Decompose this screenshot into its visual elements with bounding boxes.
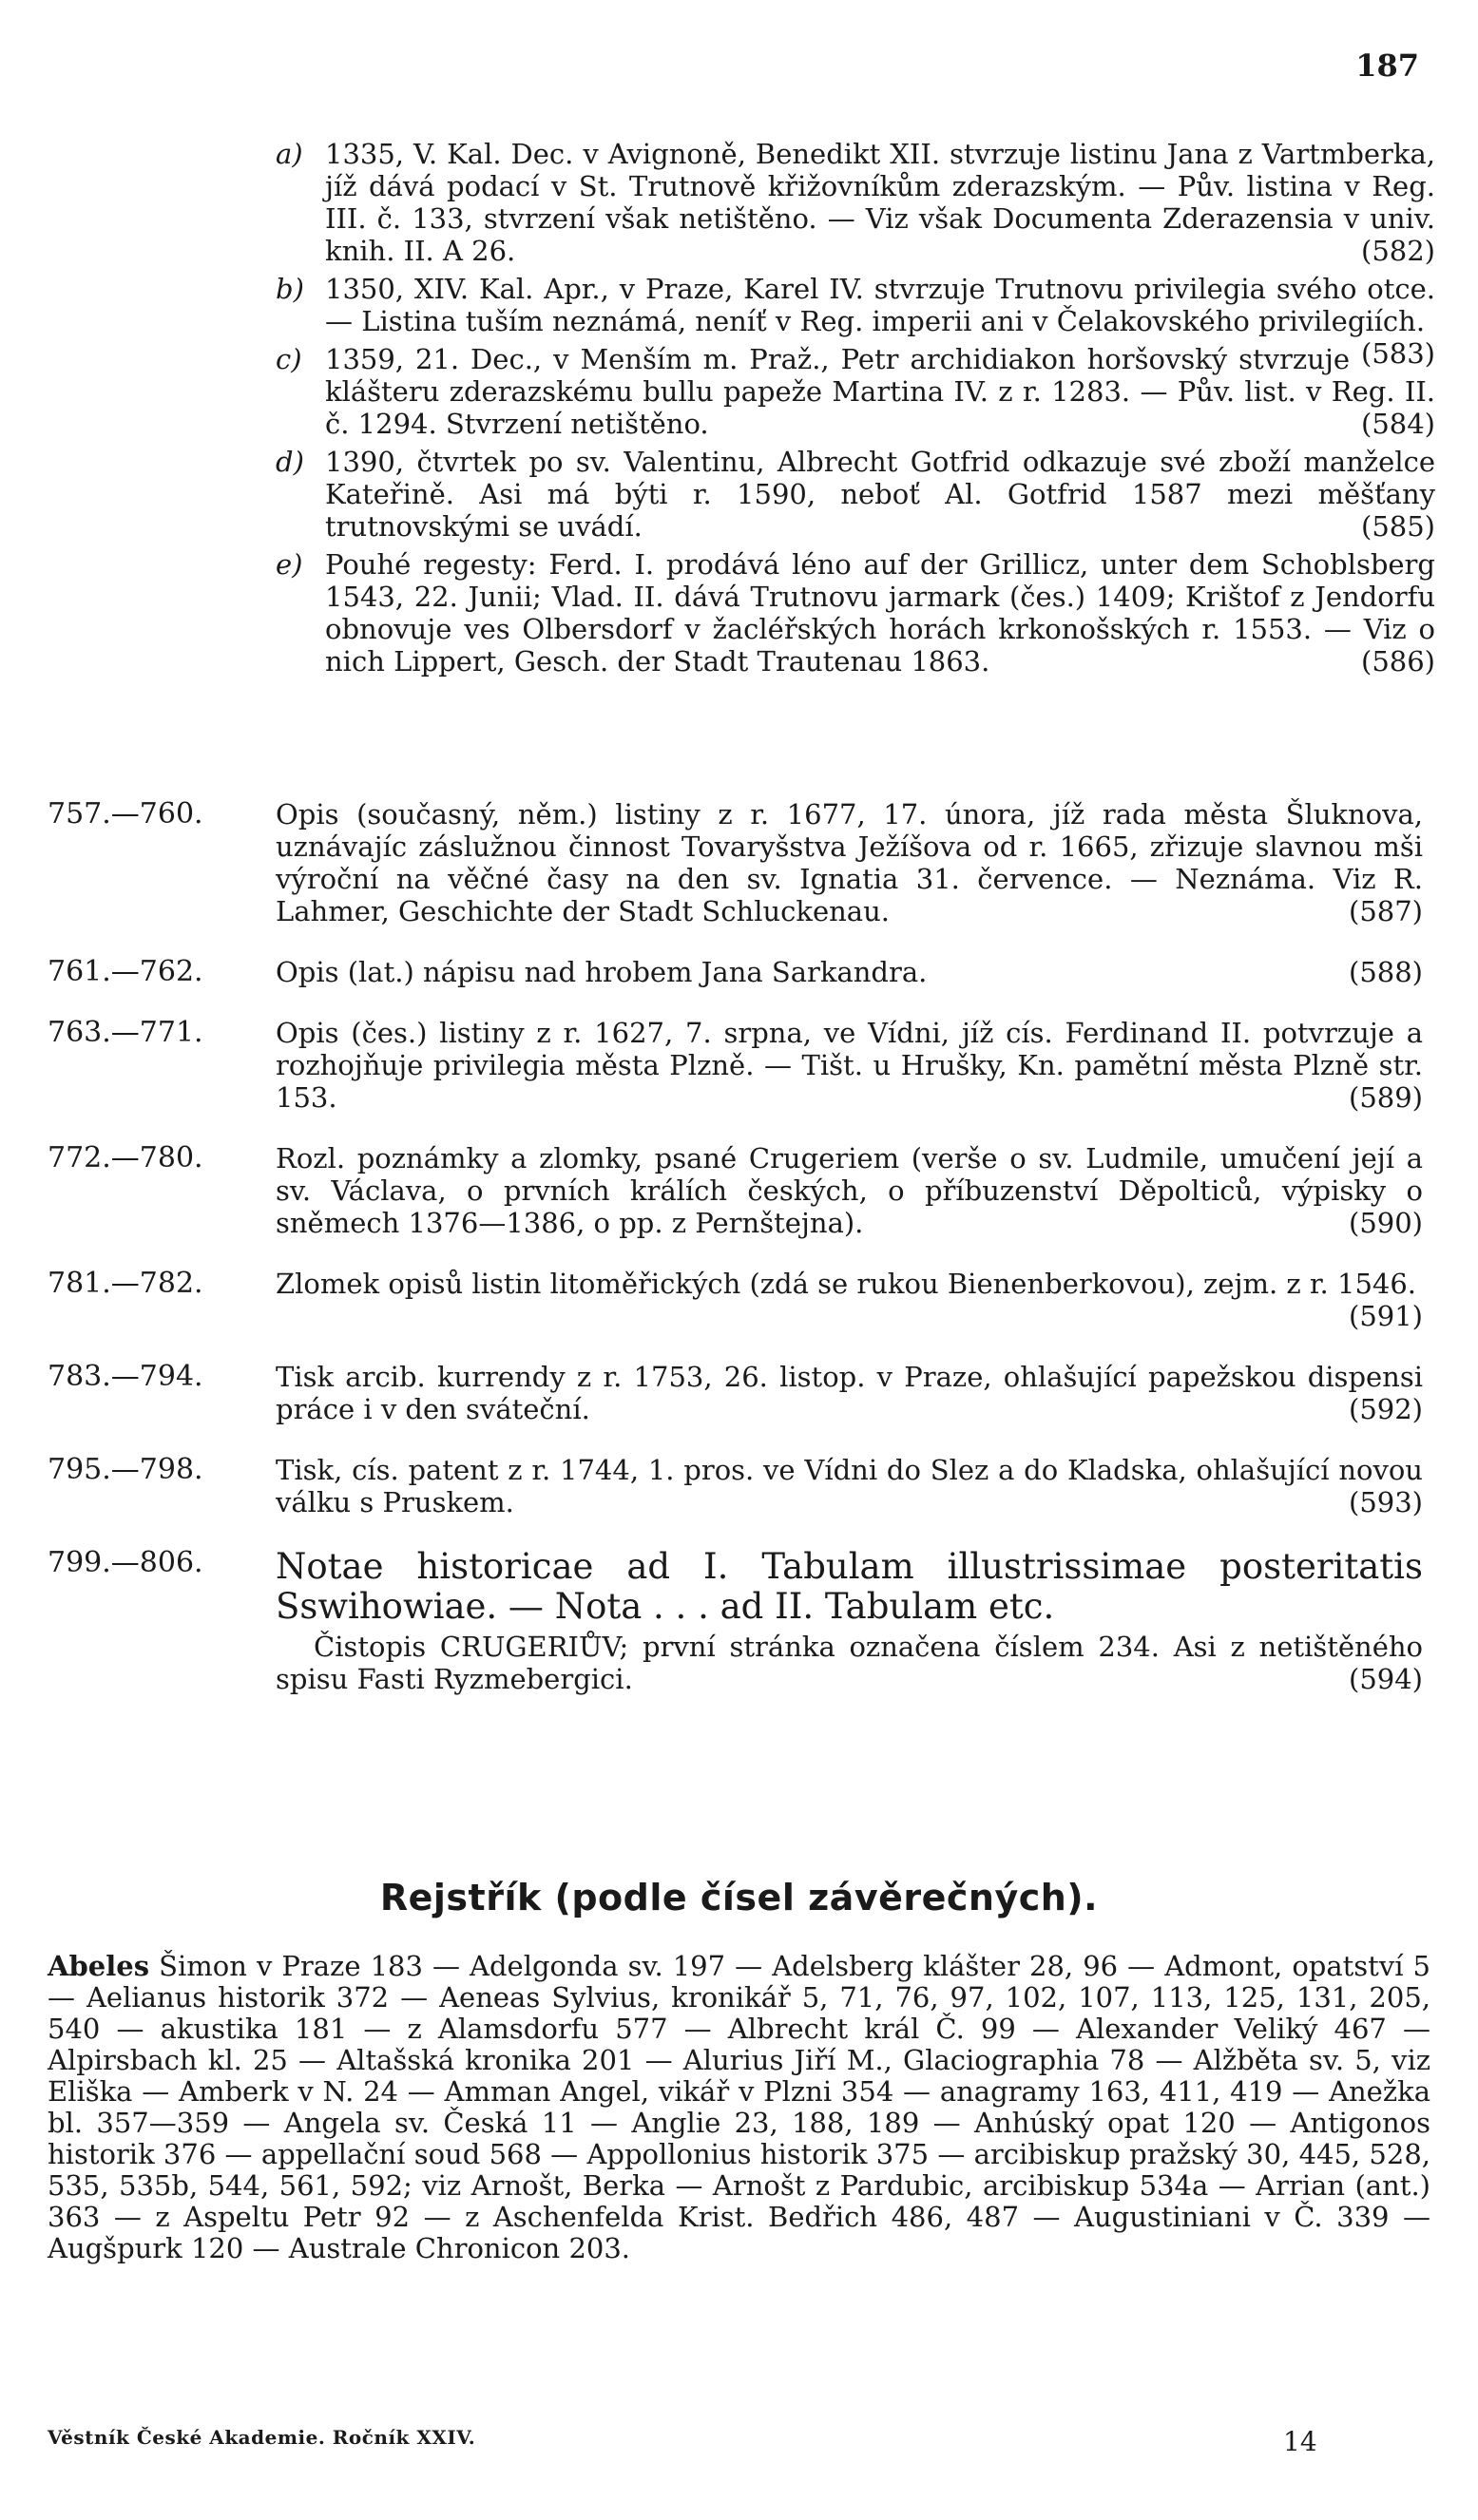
sub-entry-label: a) [276,138,303,170]
sub-entry [266,273,1435,370]
index-heading: Rejstřík (podle čísel závěrečných). [379,1877,1099,1919]
entry-body: Opis (čes.) listiny z r. 1627, 7. srpna, ve Vídni, jíž cís. Ferdinand II. potvrzuje a rozhojňuje privilegia města Plzně. — Tišt. u Hrušky, Kn. pamětní města Plzně str. 153. [276,1017,1423,1114]
entry-text [276,1268,1440,1332]
sub-entry [266,138,1435,267]
sub-entry [266,548,1435,678]
entry-range: 781.—782. [48,1267,203,1300]
entry-ref: (594) [1349,1663,1423,1695]
entry-body: Zlomek opisů listin litoměřických (zdá se rukou Bienenberkovou), zejm. z r. 1546. [276,1268,1417,1300]
entry-body: Notae historicae ad I. Tabulam illustrissimae posteritatis Sswihowiae. — Nota . . . ad II. Tabulam etc. [276,1546,1423,1627]
entry-range: 795.—798. [48,1453,203,1486]
sub-entry-ref: (585) [1361,510,1435,543]
sub-entry-label: b) [276,273,304,305]
catalog-entry [48,1268,1440,1332]
footer-journal: Věstník České Akademie. Ročník XXIV. [48,2426,476,2449]
entry-range: 772.—780. [48,1141,203,1174]
entry-list [48,798,1440,1724]
sub-entry-ref: (586) [1361,645,1435,678]
catalog-entry [48,1547,1440,1695]
entry-ref: (589) [1349,1081,1423,1114]
entry-text [276,798,1440,927]
entry-text [276,1017,1440,1114]
catalog-entry [48,1142,1440,1239]
entry-body: Opis (lat.) nápisu nad hrobem Jana Sarkandra. [276,956,928,988]
sub-entry-text: Pouhé regesty: Ferd. I. prodává léno auf der Grillicz, unter dem Schoblsberg 1543, 22. Junii; Vlad. II. dává Trutnovu jarmark (čes.) 1409; Krištof z Jendorfu obnovuje ves Olbersdorf v žacléřských horách krkonošských r. 1553. — Viz o nich Lippert, Gesch. der Stadt Trautenau 1863. [325,548,1435,678]
entry-ref: (588) [1349,956,1423,988]
sub-entry-label: e) [276,548,303,581]
entry-body: Tisk arcib. kurrendy z r. 1753, 26. listop. v Praze, ohlašující papežskou dispensi práce i v den sváteční. [276,1361,1423,1425]
entry-text [276,1454,1440,1518]
entry-ref: (590) [1349,1207,1423,1239]
sub-entry [266,446,1435,543]
entry-ref: (593) [1349,1486,1423,1518]
entry-range: 763.—771. [48,1016,203,1049]
sub-entry-label: c) [276,343,302,375]
catalog-entry [48,1017,1440,1114]
entry-text [276,1547,1440,1695]
page-number: 187 [1355,48,1419,84]
sub-entry-text: 1350, XIV. Kal. Apr., v Praze, Karel IV. stvrzuje Trutnovu privilegia svého otce. — Listina tuším neznámá, neníť v Reg. imperii ani v Čelakovského privilegiích. [325,273,1435,337]
index-text: Šimon v Praze 183 — Adelgonda sv. 197 — Adelsberg klášter 28, 96 — Admont, opatství 5 — Aelianus historik 372 — Aeneas Sylvius, kronikář 5, 71, 76, 97, 102, 107, 113, 125, 131, 205, 540 — akustika 181 — z Alamsdorfu 577 — Albrecht král Č. 99 — Alexander Veliký 467 — Alpirsbach kl. 25 — Altašská kronika 201 — Alurius Jiří M., Glaciographia 78 — Alžběta sv. 5, viz Eliška — Amberk v N. 24 — Amman Angel, vikář v Plzni 354 — anagramy 163, 411, 419 — Anežka bl. 357—359 — Angela sv. Česká 11 — Anglie 23, 188, 189 — Anhúský opat 120 — Antigonos historik 376 — appellační soud 568 — Appollonius historik 375 — arcibiskup pražský 30, 445, 528, 535, 535b, 544, 561, 592; viz Arnošt, Berka — Arnošt z Pardubic, arcibiskup 534a — Arrian (ant.) 363 — z Aspeltu Petr 92 — z Aschenfelda Krist. Bedřich 486, 487 — Augustiniani v Č. 339 — Augšpurk 120 — Australe Chronicon 203. [48,1950,1430,2264]
footer-signature: 14 [1283,2426,1317,2457]
entry-range: 761.—762. [48,955,203,988]
entry-range: 783.—794. [48,1360,203,1393]
sub-entry-list [266,138,1435,683]
entry-body-secondary [276,1631,1423,1695]
entry-body: Opis (současný, něm.) listiny z r. 1677, 17. února, jíž rada města Šluknova, uznávajíc záslužnou činnost Tovaryšstva Ježíšova od r. 1665, zřizuje slavnou mši výroční na věčné časy na den sv. Ignatia 31. července. — Neznáma. Viz R. Lahmer, Geschichte der Stadt Schluckenau. [276,798,1423,927]
catalog-entry [48,956,1440,988]
entry-body: Rozl. poznámky a zlomky, psané Crugeriem (verše o sv. Ludmile, umučení její a sv. Václava, o prvních králích českých, o příbuzenství Děpolticů, výpisky o sněmech 1376—1386, o pp. z Pernštejna). [276,1142,1423,1239]
catalog-entry [48,1361,1440,1425]
sub-entry-text: 1390, čtvrtek po sv. Valentinu, Albrecht Gotfrid odkazuje své zboží manželce Kateřině. Asi má býti r. 1590, neboť Al. Gotfrid 1587 mezi měšťany trutnovskými se uvádí. [325,446,1435,543]
sub-entry [266,343,1435,440]
entry-ref: (592) [1349,1393,1423,1425]
entry-text [276,1361,1440,1425]
sub-entry-label: d) [276,446,304,478]
entry-ref: (591) [1349,1300,1423,1332]
entry-range: 799.—806. [48,1546,203,1579]
entry-range: 757.—760. [48,797,203,830]
index-first-word: Abeles [48,1950,150,1982]
sub-entry-ref: (582) [1361,235,1435,267]
entry-text [276,1142,1440,1239]
sub-entry-text: 1335, V. Kal. Dec. v Avignoně, Benedikt XII. stvrzuje listinu Jana z Vartmberka, jíž dává podací v St. Trutnově křižovníkům zderazským. — Pův. listina v Reg. III. č. 133, stvrzení však netištěno. — Viz však Documenta Zderazensia v univ. knih. II. A 26. [325,138,1435,267]
catalog-entry [48,1454,1440,1518]
entry-body: Tisk, cís. patent z r. 1744, 1. pros. ve Vídni do Slez a do Kladska, ohlašující novou válku s Pruskem. [276,1454,1423,1518]
sub-entry-ref: (583) [1361,337,1435,370]
sub-entry-text: 1359, 21. Dec., v Menším m. Praž., Petr archidiakon horšovský stvrzuje klášteru zderazskému bullu papeže Martina IV. z r. 1283. — Pův. list. v Reg. II. č. 1294. Stvrzení netištěno. [325,343,1435,440]
entry-ref: (587) [1349,895,1423,927]
entry-body-secondary-text: Čistopis CRUGERIŮV; první stránka označena číslem 234. Asi z netištěného spisu Fasti Ryzmebergici. [276,1631,1423,1695]
sub-entry-ref: (584) [1361,408,1435,440]
entry-text [276,956,1440,988]
catalog-entry [48,798,1440,927]
index-body [48,1951,1430,2264]
